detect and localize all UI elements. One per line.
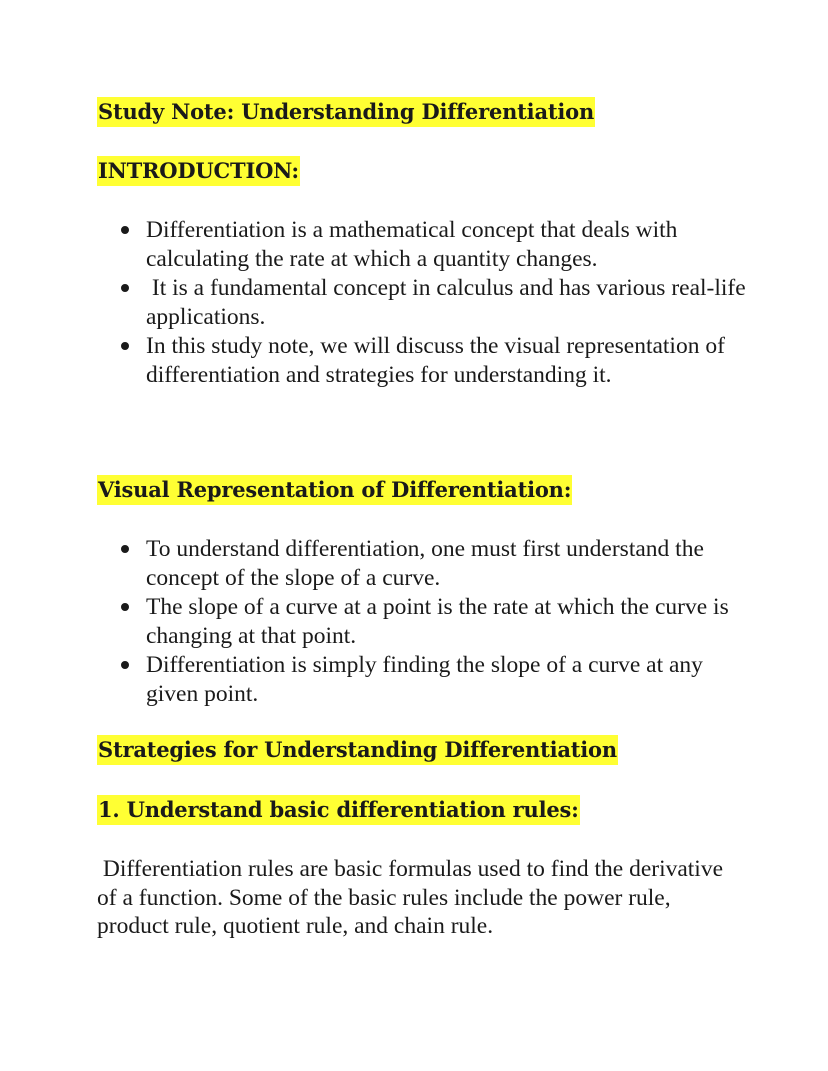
list-item-text: Differentiation is a mathematical concept that deals with calculating the rate at which a quantity changes.	[146, 217, 678, 272]
bullet-icon	[121, 603, 129, 611]
list-item-text: Differentiation is simply finding the slope of a curve at any given point.	[146, 652, 703, 707]
intro-heading: INTRODUCTION:	[97, 156, 300, 186]
bullet-icon	[121, 545, 129, 553]
list-item-text: It is a fundamental concept in calculus and has various real-life applications.	[146, 275, 752, 330]
list-item	[97, 216, 757, 274]
visual-bullet-list	[97, 535, 757, 709]
list-item	[97, 274, 757, 332]
strategies-heading: Strategies for Understanding Differentiation	[97, 735, 618, 765]
list-item-text: To understand differentiation, one must first understand the concept of the slope of a curve.	[146, 536, 704, 591]
bullet-icon	[121, 284, 129, 292]
list-item	[97, 332, 757, 390]
visual-heading: Visual Representation of Differentiation:	[97, 475, 572, 505]
list-item	[97, 535, 757, 593]
list-item	[97, 651, 757, 709]
list-item	[97, 593, 757, 651]
bullet-icon	[121, 226, 129, 234]
list-item-text: In this study note, we will discuss the visual representation of differentiation and strategies for understanding it.	[146, 333, 725, 388]
bullet-icon	[121, 342, 129, 350]
bullet-icon	[121, 661, 129, 669]
rules-paragraph: Differentiation rules are basic formulas used to find the derivative of a function. Some of the basic rules include the power rule, product rule, quotient rule, and chain rule.	[97, 856, 729, 939]
rules-heading: 1. Understand basic differentiation rules:	[97, 795, 580, 825]
list-item-text: The slope of a curve at a point is the rate at which the curve is changing at that point.	[146, 594, 729, 649]
document-title: Study Note: Understanding Differentiation	[97, 97, 595, 127]
intro-bullet-list	[97, 216, 757, 390]
